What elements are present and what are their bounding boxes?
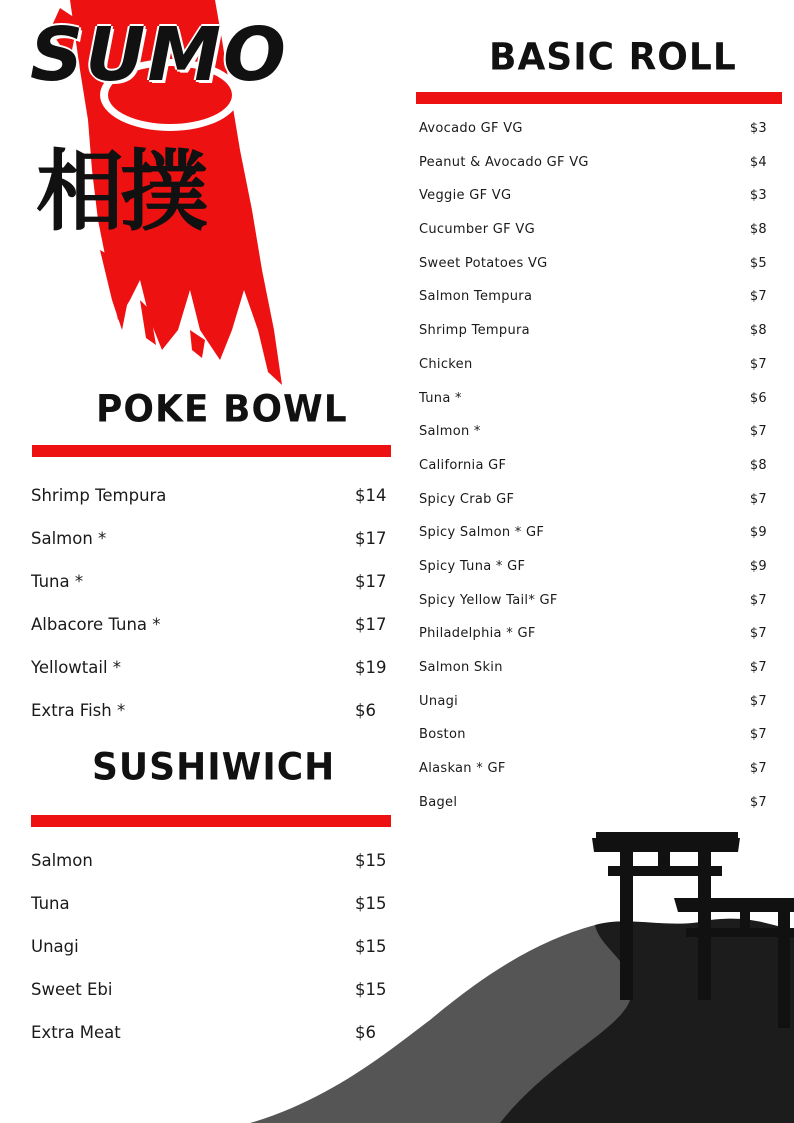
item-price: $8 [749, 222, 767, 238]
item-price: $7 [749, 491, 767, 507]
item-name: Bagel [419, 794, 458, 810]
item-name: Veggie GF VG [419, 188, 512, 204]
item-name: Sweet Potatoes VG [419, 255, 548, 271]
item-price: $7 [749, 660, 767, 675]
basic-roll-item [419, 424, 769, 458]
brand-logo: SUMO [30, 12, 288, 98]
item-price: $7 [749, 592, 767, 608]
item-price: $7 [749, 693, 767, 709]
item-name: Boston [419, 727, 466, 743]
item-price: $3 [749, 188, 767, 204]
item-price: $17 [355, 615, 387, 634]
poke-bowl-item [31, 486, 391, 529]
item-name: Extra Fish * [31, 701, 126, 720]
item-name: Peanut & Avocado GF VG [419, 154, 589, 170]
basic-roll-item [419, 391, 769, 425]
item-name: Avocado GF VG [419, 121, 523, 136]
item-price: $7 [749, 356, 767, 372]
item-name: Unagi [31, 937, 79, 956]
item-price: $17 [355, 529, 387, 548]
item-price: $15 [355, 937, 387, 956]
basic-roll-item [419, 559, 769, 593]
item-price: $6 [355, 701, 376, 720]
basic-roll-list [419, 121, 769, 828]
item-name: Philadelphia * GF [419, 626, 536, 642]
torii-gate-silhouette-icon [250, 820, 794, 1123]
item-price: $8 [749, 323, 767, 339]
item-name: Albacore Tuna * [31, 615, 161, 634]
item-name: Salmon Skin [419, 660, 503, 675]
sushiwich-title: SUSHIWICH [92, 745, 336, 789]
basic-roll-title: BASIC ROLL [489, 35, 737, 79]
poke-bowl-item [31, 658, 391, 701]
basic-roll-item [419, 525, 769, 559]
item-price: $7 [749, 727, 767, 743]
item-price: $7 [749, 794, 767, 810]
item-name: Tuna * [31, 572, 84, 591]
item-name: Salmon Tempura [419, 289, 533, 305]
item-price: $7 [749, 761, 767, 777]
basic-roll-item [419, 222, 769, 256]
basic-roll-item [419, 626, 769, 660]
item-name: Unagi [419, 693, 459, 709]
item-price: $7 [749, 626, 767, 642]
item-name: Yellowtail * [31, 658, 122, 677]
basic-roll-item [419, 492, 769, 526]
basic-roll-item [419, 660, 769, 694]
item-price: $6 [355, 1023, 376, 1042]
item-name: Cucumber GF VG [419, 222, 535, 238]
basic-roll-item [419, 188, 769, 222]
item-name: Tuna [31, 894, 70, 913]
item-price: $14 [355, 486, 387, 505]
item-name: Salmon [31, 851, 93, 870]
item-price: $17 [355, 572, 387, 591]
basic-roll-item [419, 694, 769, 728]
item-name: Salmon * [31, 529, 107, 548]
basic-roll-item [419, 289, 769, 323]
item-price: $15 [355, 980, 387, 999]
item-name: Alaskan * GF [419, 761, 506, 777]
item-price: $19 [355, 658, 387, 677]
poke-bowl-item [31, 529, 391, 572]
basic-roll-item [419, 593, 769, 627]
basic-roll-item [419, 458, 769, 492]
item-price: $7 [749, 289, 767, 305]
item-price: $15 [355, 894, 387, 913]
item-name: Spicy Salmon * GF [419, 525, 545, 541]
poke-bowl-title: POKE BOWL [96, 387, 348, 431]
poke-bowl-list [31, 486, 391, 744]
item-name: Spicy Crab GF [419, 491, 515, 507]
item-price: $7 [749, 424, 767, 440]
item-name: Shrimp Tempura [419, 323, 530, 339]
item-price: $9 [749, 558, 767, 574]
item-price: $5 [749, 255, 767, 271]
basic-roll-item [419, 256, 769, 290]
item-price: $8 [749, 457, 767, 473]
poke-bowl-item [31, 701, 391, 744]
item-price: $15 [355, 851, 387, 870]
item-name: Spicy Yellow Tail* GF [419, 592, 558, 608]
item-name: Salmon * [419, 424, 481, 440]
basic-roll-item [419, 761, 769, 795]
poke-bowl-divider [32, 445, 391, 457]
basic-roll-item [419, 155, 769, 189]
item-price: $9 [749, 525, 767, 541]
poke-bowl-item [31, 572, 391, 615]
basic-roll-item [419, 121, 769, 155]
item-name: Sweet Ebi [31, 980, 113, 999]
item-name: Tuna * [419, 390, 462, 406]
item-name: California GF [419, 457, 507, 473]
item-name: Chicken [419, 356, 473, 372]
item-name: Extra Meat [31, 1023, 121, 1042]
item-price: $4 [749, 154, 767, 170]
item-price: $6 [749, 390, 767, 406]
basic-roll-item [419, 727, 769, 761]
item-name: Shrimp Tempura [31, 486, 167, 505]
basic-roll-divider [416, 92, 782, 104]
item-name: Spicy Tuna * GF [419, 558, 526, 574]
item-price: $3 [749, 121, 767, 136]
poke-bowl-item [31, 615, 391, 658]
basic-roll-item [419, 323, 769, 357]
brand-kanji: 相撲 [36, 140, 205, 243]
basic-roll-item [419, 357, 769, 391]
